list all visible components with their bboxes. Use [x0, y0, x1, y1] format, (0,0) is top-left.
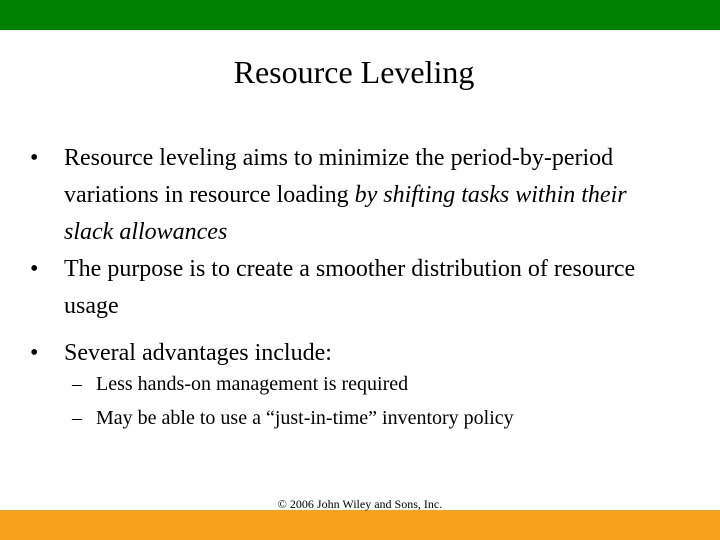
sub-bullet-item-2 — [72, 401, 672, 435]
bullet-text: Several advantages include: — [64, 340, 332, 366]
sub-bullet-text: Less hands-on management is required — [96, 373, 409, 395]
bullet-emphasis: by shifting tasks within their slack allowances — [64, 182, 627, 245]
sub-bullet-text: May be able to use a “just-in-time” inventory policy — [96, 407, 514, 429]
sub-bullet-marker: – — [72, 407, 82, 429]
bullet-text: The purpose is to create a smoother distribution of resource usage — [64, 256, 636, 319]
sub-bullet-marker: – — [72, 373, 82, 395]
bottom-accent-bar — [0, 510, 720, 540]
bullet-list — [30, 140, 680, 372]
copyright-footer: © 2006 John Wiley and Sons, Inc. — [277, 497, 443, 511]
bullet-marker: • — [30, 145, 39, 171]
sub-bullet-list — [72, 367, 672, 435]
slide-title: Resource Leveling — [233, 54, 475, 90]
bullet-item-2 — [30, 251, 680, 325]
top-accent-bar — [0, 0, 720, 30]
bullet-marker: • — [30, 256, 39, 282]
sub-bullet-item-1 — [72, 367, 672, 401]
bullet-item-1 — [30, 140, 680, 251]
bullet-text: Resource leveling aims to minimize the period-by-period variations in resource loading — [64, 145, 614, 208]
bullet-marker: • — [30, 340, 39, 366]
